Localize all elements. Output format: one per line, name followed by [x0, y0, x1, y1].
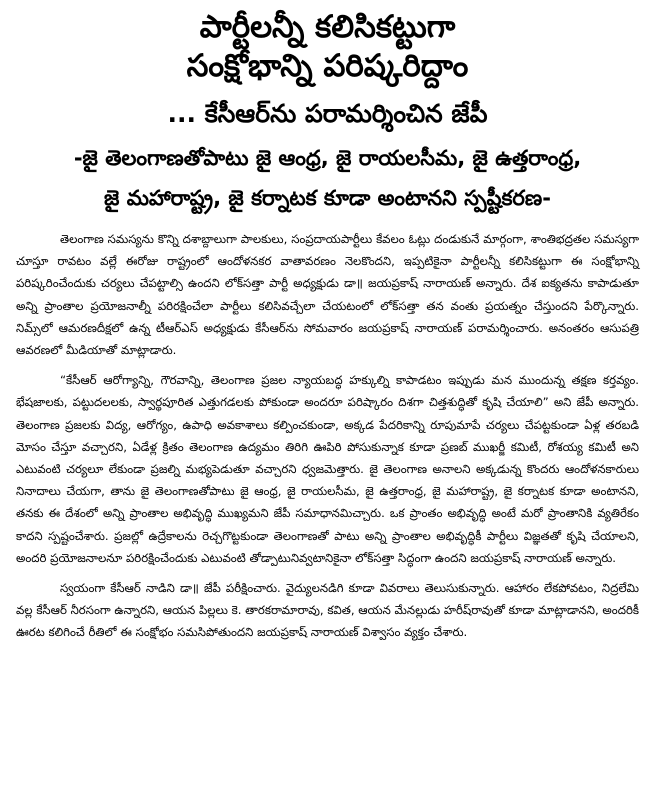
paragraph-2: “కేసీఆర్ ఆరోగ్యాన్ని, గౌరవాన్ని, తెలంగాణ ప్రజల న్యాయబద్ధ హక్కుల్ని కాపాడటం ఇప్పుడు మన ముందున్న తక్షణ కర్తవ్యం. భేషజాలకు, పట్టుదలలకు, స్వార్థపూరిత ఎత్తుగడలకు పోకుండా అందరూ పరిష్కారం దిశగా చిత్తశుద్ధితో కృషి చేయాలి” అని జేపీ అన్నారు. తెలంగాణ ప్రజలకు విద్య, ఆరోగ్యం, ఉపాధి అవకాశాలు కల్పించకుండా, అక్కడ పేదరికాన్ని రూపుమాపే చర్యలు చేపట్టకుండా ఏళ్ల తరబడి మోసం చేస్తూ వచ్చారని, ఏడేళ్ల క్రితం తెలంగాణ ఉద్యమం తిరిగి ఊపిరి పోసుకున్నాక కూడా ప్రణబ్ ముఖర్జీ కమిటీ, రోశయ్య కమిటీ అని ఎటువంటి చర్యలూ లేకుండా ప్రజల్ని మభ్యపెడుతూ వచ్చారని ధ్వజమెత్తారు. జై తెలంగాణ అనాలని అక్కడున్న కొందరు ఆందోళనకారులు నినాదాలు చేయగా, తాను జై తెలంగాణతోపాటు జై ఆంధ్ర, జై రాయలసీమ, జై ఉత్తరాంధ్ర, జై మహారాష్ట్ర, జై కర్నాటక కూడా అంటానని, తనకు ఈ దేశంలో అన్ని ప్రాంతాల అభివృద్ధి ముఖ్యమని జేపీ సమాధానమిచ్చారు. ఒక ప్రాంతం అభివృద్ధి అంటే మరో ప్రాంతానికి వ్యతిరేకం కాదని స్పష్టంచేశారు. ప్రజల్లో ఉద్రేకాలను రెచ్చగొట్టకుండా తెలంగాణతో పాటు అన్ని ప్రాంతాల అభివృద్ధికీ పార్టీలు విజ్ఞతతో కృషి చేయాలని, అందరి ప్రయోజనాలనూ పరిరక్షించేందుకు ఎటువంటి తోడ్పాటునివ్వటానికైనా లోక్‌సత్తా సిద్ధంగా ఉందని జయప్రకాష్ నారాయణ్ అన్నారు.: [16, 373, 639, 565]
paragraph-3: స్వయంగా కేసీఆర్ నాడిని డా॥ జేపీ పరీక్షించారు. వైద్యులనడిగి కూడా వివరాలు తెలుసుకున్నారు. ఆహారం లేకపోవటం, నిద్రలేమి వల్ల కేసీఆర్ నీరసంగా ఉన్నారని, ఆయన పిల్లలు కె. తారకరామారావు, కవిత, ఆయన మేనల్లుడు హరీష్‌రావుతో కూడా మాట్లాడానని, అందరికీ ఊరట కలిగించే రీతిలో ఈ సంక్షోభం సమసిపోతుందని జయప్రకాష్ నారాయణ్ విశ్వాసం వ్యక్తం చేశారు.: [16, 581, 639, 640]
subheadline-line-1: -జై తెలంగాణతోపాటు జై ఆంధ్ర, జై రాయలసీమ, జై ఉత్తరాంధ్ర,: [73, 146, 582, 170]
headline-line-3: ... కేసీఆర్‌ను పరామర్శించిన జేపీ: [167, 99, 488, 128]
headline-line-1: పార్టీలన్నీ కలిసికట్టుగా: [199, 9, 456, 45]
article-body: [10, 228, 645, 644]
subheadline-line-2: జై మహారాష్ట్ర, జై కర్నాటక కూడా అంటానని స్పష్టీకరణ-: [104, 186, 551, 210]
headline-line-2: సంక్షోభాన్ని పరిష్కరిద్దాం: [186, 48, 469, 84]
paragraph-1: తెలంగాణ సమస్యను కొన్ని దశాబ్దాలుగా పాలకులు, సంప్రదాయపార్టీలు కేవలం ఓట్లు దండుకునే మార్గంగా, శాంతిభద్రతల సమస్యగా చూస్తూ రావటం వల్లే ఈరోజు రాష్ట్రంలో ఆందోళనకర వాతావరణం నెలకొందని, ఇప్పటికైనా పార్టీలన్నీ కలిసికట్టుగా ఈ సంక్షోభాన్ని పరిష్కరించేందుకు చర్యలు చేపట్టాల్సి ఉందని లోక్‌సత్తా పార్టీ అధ్యక్షుడు డా॥ జయప్రకాష్ నారాయణ్ అన్నారు. దేశ ఐక్యతను కాపాడుతూ అన్ని ప్రాంతాల ప్రయోజనాల్నీ పరిరక్షించేలా పార్టీలు కలిసివచ్చేలా చేయటంలో లోక్‌సత్తా తన వంతు ప్రయత్నం చేస్తుందని పేర్కొన్నారు. నిమ్స్‌లో ఆమరణదీక్షలో ఉన్న టీఆర్ఎస్ అధ్యక్షుడు కేసీఆర్‌ను సోమవారం జయప్రకాష్ నారాయణ్ పరామర్శించారు. అనంతరం ఆసుపత్రి ఆవరణలో మీడియాతో మాట్లాడారు.: [16, 232, 639, 358]
